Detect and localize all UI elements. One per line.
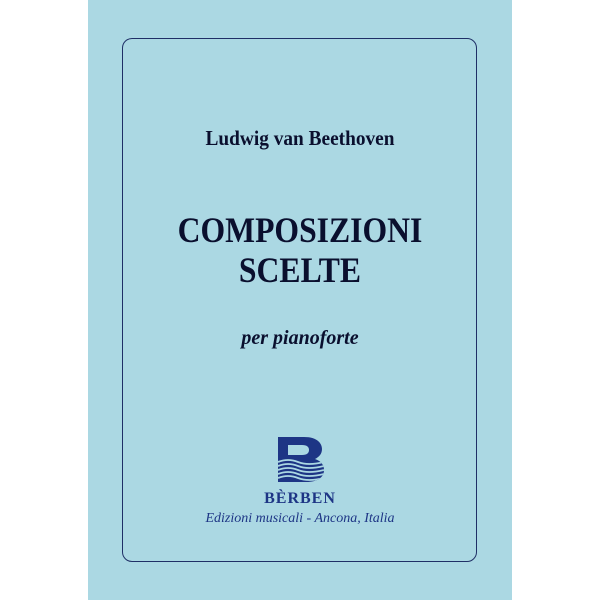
book-title: [113, 210, 486, 290]
cover-frame-border: [122, 38, 477, 562]
book-title-line-1: COMPOSIZIONI: [177, 210, 423, 250]
publisher-tagline: Edizioni musicali - Ancona, Italia: [205, 511, 395, 526]
book-subtitle: per pianoforte: [241, 327, 359, 349]
berben-b-logo-icon: [274, 435, 326, 483]
composer-name: Ludwig van Beethoven: [205, 126, 395, 150]
book-cover: [88, 0, 512, 600]
book-title-line-2: SCELTE: [238, 250, 362, 290]
publisher-name: BÈRBEN: [264, 490, 336, 507]
